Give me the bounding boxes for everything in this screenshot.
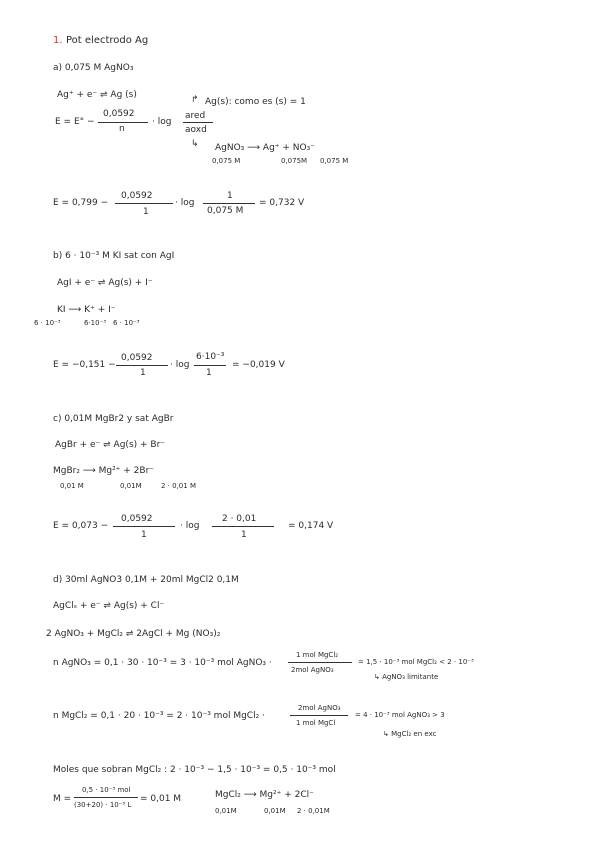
part-d-n-mgcl2: n MgCl₂ = 0,1 · 20 · 10⁻³ = 2 · 10⁻³ mol MgCl₂ · (53, 711, 265, 721)
part-a-dissociation: AgNO₃ ⟶ Ag⁺ + NO₃⁻ (215, 143, 315, 153)
part-c-conc-1: 0,01 M (60, 482, 84, 490)
part-d-conc-3: 2 · 0,01M (297, 807, 330, 815)
part-d-conc-2: 0,01M (264, 807, 286, 815)
part-a-conc-2: 0,075M (281, 157, 308, 165)
part-a-conc-3: 0,075 M (320, 157, 349, 165)
part-a-aoxd: aoxd (185, 125, 207, 135)
part-b-result: = −0,019 V (232, 360, 285, 370)
fraction-bar (98, 122, 148, 123)
part-c-calc-num: 0,0592 (121, 514, 153, 524)
part-c-heading: c) 0,01M MgBr2 y sat AgBr (53, 414, 174, 424)
arrow-note: ↱ (191, 95, 199, 105)
part-d-conc-1: 0,01M (215, 807, 237, 815)
part-c-dissociation: MgBr₂ ⟶ Mg²⁺ + 2Br⁻ (53, 466, 155, 476)
part-a-heading: a) 0,075 M AgNO₃ (53, 63, 134, 73)
part-d-molarity-result: = 0,01 M (140, 794, 182, 804)
fraction-bar (212, 526, 274, 527)
part-c-calc-num2: 2 · 0,01 (222, 514, 257, 524)
part-c-calc-den: 1 (141, 530, 147, 540)
fraction-bar (116, 365, 168, 366)
part-b-calc-left: E = −0,151 − (53, 360, 116, 370)
fraction-bar (194, 365, 226, 366)
part-c-calc-den2: 1 (241, 530, 247, 540)
part-d-n1-den: 2mol AgNO₃ (291, 666, 334, 674)
fraction-bar (203, 203, 255, 204)
part-d-limitante: ↳ AgNO₃ limitante (374, 673, 439, 681)
part-b-calc-num2: 6·10⁻³ (196, 352, 225, 362)
part-c-half-reaction: AgBr + e⁻ ⇌ Ag(s) + Br⁻ (55, 440, 166, 450)
part-c-conc-3: 2 · 0,01 M (161, 482, 196, 490)
part-d-dissociation: MgCl₂ ⟶ Mg²⁺ + 2Cl⁻ (215, 790, 314, 800)
part-c-calc-left: E = 0,073 − (53, 521, 109, 531)
part-d-molarity-left: M = (53, 794, 72, 804)
part-d-reaction: 2 AgNO₃ + MgCl₂ ⇌ 2AgCl + Mg (NO₃)₂ (46, 629, 221, 639)
part-a-calc-num: 0,0592 (121, 191, 153, 201)
part-a-conc-1: 0,075 M (212, 157, 241, 165)
fraction-bar (115, 203, 173, 204)
part-d-n2-num: 2mol AgNO₃ (298, 704, 341, 712)
fraction-bar (288, 662, 352, 663)
part-b-conc-2: 6·10⁻³ (84, 319, 107, 327)
item-number: 1. (53, 35, 63, 46)
part-d-molarity-den: (30+20) · 10⁻³ L (74, 801, 132, 809)
part-b-heading: b) 6 · 10⁻³ M KI sat con AgI (53, 251, 175, 261)
part-d-n2-den: 1 mol MgCl (296, 719, 336, 727)
part-d-heading: d) 30ml AgNO3 0,1M + 20ml MgCl2 0,1M (53, 575, 239, 585)
part-a-nernst-left: E = E° − (55, 117, 95, 127)
part-a-half-reaction: Ag⁺ + e⁻ ⇌ Ag (s) (57, 90, 137, 100)
part-a-log: · log (152, 117, 172, 127)
part-a-note: Ag(s): como es (s) = 1 (205, 97, 306, 107)
part-a-nernst-den: n (119, 124, 125, 134)
part-d-n-agno3: n AgNO₃ = 0,1 · 30 · 10⁻³ = 3 · 10⁻³ mol AgNO₃ · (53, 658, 272, 668)
part-a-result: = 0,732 V (259, 198, 305, 208)
part-a-calc-den2: 0,075 M (207, 206, 244, 216)
part-b-conc-3: 6 · 10⁻³ (113, 319, 140, 327)
part-b-calc-num: 0,0592 (121, 353, 153, 363)
fraction-bar (290, 715, 348, 716)
part-d-half-reaction: AgClₛ + e⁻ ⇌ Ag(s) + Cl⁻ (53, 601, 165, 611)
fraction-bar (183, 122, 213, 123)
part-c-result: = 0,174 V (288, 521, 334, 531)
part-b-conc-1: 6 · 10⁻³ (34, 319, 61, 327)
part-a-calc-log: · log (175, 198, 195, 208)
fraction-bar (74, 797, 138, 798)
part-d-n1-result: = 1,5 · 10⁻³ mol MgCl₂ < 2 · 10⁻³ (358, 658, 474, 666)
part-d-n1-num: 1 mol MgCl₂ (296, 651, 339, 659)
part-d-n2-result: = 4 · 10⁻³ mol AgNO₃ > 3 (355, 711, 445, 719)
part-d-moles-sobran: Moles que sobran MgCl₂ : 2 · 10⁻³ − 1,5 · 10⁻³ = 0,5 · 10⁻³ mol (53, 765, 336, 775)
part-a-calc-left: E = 0,799 − (53, 198, 109, 208)
part-d-exceso: ↳ MgCl₂ en exc (383, 730, 437, 738)
part-a-nernst-num: 0,0592 (103, 109, 135, 119)
part-a-ared: ared (185, 111, 206, 121)
fraction-bar (113, 526, 175, 527)
part-a-calc-num2: 1 (227, 191, 233, 201)
part-b-half-reaction: AgI + e⁻ ⇌ Ag(s) + I⁻ (57, 278, 153, 288)
part-b-calc-log: · log (170, 360, 190, 370)
part-a-calc-den: 1 (143, 207, 149, 217)
part-c-conc-2: 0,01M (120, 482, 142, 490)
part-c-calc-log: · log (180, 521, 200, 531)
page-title: Pot electrodo Ag (66, 35, 149, 46)
part-b-calc-den2: 1 (206, 368, 212, 378)
part-b-calc-den: 1 (140, 368, 146, 378)
part-b-dissociation: KI ⟶ K⁺ + I⁻ (57, 305, 116, 315)
part-d-molarity-num: 0,5 · 10⁻³ mol (82, 786, 131, 794)
arrow-diss: ↳ (191, 139, 199, 149)
